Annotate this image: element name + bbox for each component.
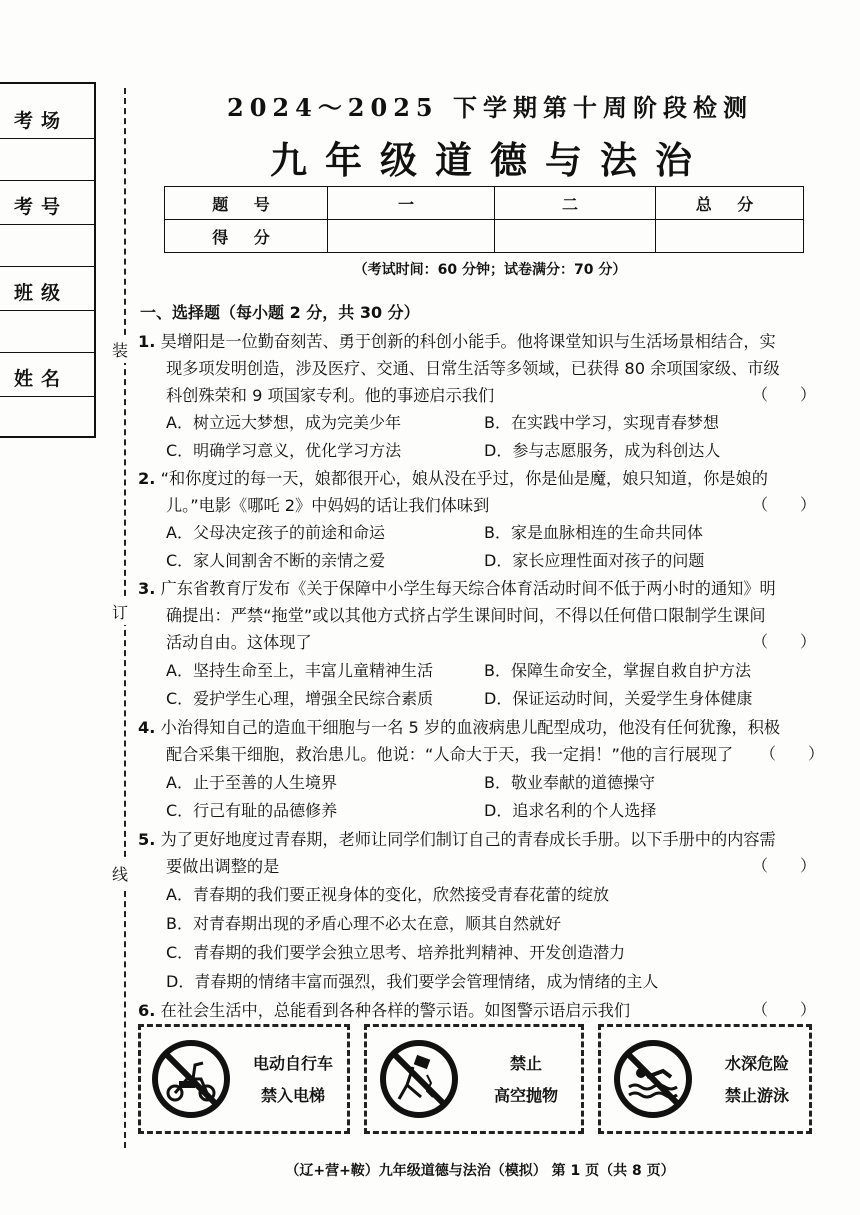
question-2-line-1 [138,465,768,489]
score-header-part2: 二 [495,187,656,220]
question-number: 1. [138,332,156,351]
binding-char-xian: 线 [112,860,128,887]
question-1-option-c: C．明确学习意义，优化学习方法 [166,441,402,460]
sign-text-line2: 禁入电梯 [260,1086,325,1105]
question-4-option-c: C．行己有耻的品德修养 [166,801,338,820]
answer-blank[interactable]: （ ） [752,632,817,651]
no-swimming-icon [611,1037,695,1121]
sign-text-line2: 高空抛物 [493,1086,558,1105]
score-header-part1: 一 [328,187,495,220]
question-3-option-c: C．爱护学生心理，增强全民综合素质 [166,689,434,708]
question-number: 5. [138,830,156,849]
score-row-label: 得 分 [165,220,328,253]
answer-blank[interactable]: （ ） [752,1000,817,1019]
question-5-option-d: D．青春期的情绪丰富而强烈，我们要学会管理情绪，成为情绪的主人 [166,972,659,991]
question-2-line-2: 儿。”电影《哪吒 2》中妈妈的话让我们体味到 [166,496,490,515]
question-2-option-d: D．家长应理性面对孩子的问题 [484,551,705,570]
question-number: 6. [138,1001,156,1020]
question-6-line-1 [138,997,630,1021]
question-4-option-a: A．止于至善的人生境界 [166,773,337,792]
question-1-line-1 [138,328,776,352]
question-number: 2. [138,469,156,488]
question-2-option-b: B．家是血脉相连的生命共同体 [484,523,703,542]
question-3-line-3: 活动自由。这体现了 [166,633,312,652]
no-ebike-icon [149,1037,233,1121]
question-number: 3. [138,579,156,598]
question-1-line-3: 科创殊荣和 9 项国家专利。他的事迹启示我们 [166,386,495,405]
info-label-name: 姓名 [14,368,69,390]
info-divider [0,352,96,353]
question-1-line-2: 现多项发明创造，涉及医疗、交通、日常生活等多领域，已获得 80 余项国家级、市级 [166,359,780,378]
answer-blank[interactable]: （ ） [752,495,817,514]
question-1-option-b: B．在实践中学习，实现青春梦想 [484,413,719,432]
question-4-option-b: B．敬业奉献的道德操守 [484,773,655,792]
question-text: 小治得知自己的造血干细胞与一名 5 岁的血液病患儿配型成功，他没有任何犹豫，积极 [160,718,781,737]
sign-text-line1: 禁止 [509,1054,542,1073]
question-text: 昊增阳是一位勤奋刻苦、勇于创新的科创小能手。他将课堂知识与生活场景相结合，实 [160,332,776,351]
info-divider [0,180,96,181]
question-4-option-d: D．追求名利的个人选择 [484,801,657,820]
question-text: 广东省教育厅发布《关于保障中小学生每天综合体育活动时间不低于两小时的通知》明 [160,579,776,598]
question-text: “和你度过的每一天，娘都很开心，娘从没在乎过，你是仙是魔，娘只知道，你是娘的 [160,469,768,488]
score-header-question: 题 号 [165,187,328,220]
answer-blank[interactable]: （ ） [760,744,825,763]
question-number: 4. [138,718,156,737]
question-4-line-1 [138,714,780,738]
binding-char-ding: 订 [112,598,128,625]
question-5-line-1 [138,826,776,850]
question-3-option-b: B．保障生命安全，掌握自救自护方法 [484,661,751,680]
question-5-line-2: 要做出调整的是 [166,857,280,876]
question-text: 在社会生活中，总能看到各种各样的警示语。如图警示语启示我们 [160,1001,631,1020]
exam-info: （考试时间：60 分钟；试卷满分：70 分） [353,262,627,278]
info-divider [0,310,96,311]
question-1-option-a: A．树立远大梦想，成为完美少年 [166,413,401,432]
info-divider [0,266,96,267]
page-footer: （辽+营+鞍）九年级道德与法治（模拟） 第 1 页（共 8 页） [285,1163,675,1179]
score-cell[interactable] [328,220,495,253]
question-5-option-b: B．对青春期出现的矛盾心理不必太在意，顺其自然就好 [166,914,561,933]
question-3-option-a: A．坚持生命至上，丰富儿童精神生活 [166,661,433,680]
info-label-exam-number: 考号 [14,196,69,218]
question-3-line-1 [138,575,776,599]
exam-period-title: 2024～2025 下学期第十周阶段检测 [227,93,753,122]
subject-title: 九年级道德与法治 [270,139,710,182]
info-label-exam-room: 考场 [14,110,69,132]
score-cell[interactable] [656,220,804,253]
question-text: 为了更好地度过青春期，老师让同学们制订自己的青春成长手册。以下手册中的内容需 [160,830,776,849]
question-1-option-d: D．参与志愿服务，成为科创达人 [484,441,721,460]
question-5-option-c: C．青春期的我们要学会独立思考、培养批判精神、开发创造潜力 [166,943,626,962]
info-divider [0,138,96,139]
section-title: 一、选择题（每小题 2 分，共 30 分） [140,303,420,322]
score-cell[interactable] [495,220,656,253]
question-2-option-a: A．父母决定孩子的前途和命运 [166,523,385,542]
sign-text-line1: 电动自行车 [252,1054,333,1073]
answer-blank[interactable]: （ ） [752,385,817,404]
sign-text-line1: 水深危险 [724,1054,789,1073]
question-3-line-2: 确提出：严禁“拖堂”或以其他方式挤占学生课间时间，不得以任何借口限制学生课间 [166,606,766,625]
question-4-line-2: 配合采集干细胞，救治患儿。他说：“人命大于天，我一定捐！”他的言行展现了 [166,745,734,764]
warning-sign-ebike [138,1024,350,1134]
question-2-option-c: C．家人间割舍不断的亲情之爱 [166,551,386,570]
binding-char-zhuang: 装 [112,336,128,363]
info-divider [0,396,96,397]
score-table [164,186,804,253]
score-header-total: 总 分 [656,187,804,220]
sign-text-line2: 禁止游泳 [724,1086,789,1105]
warning-sign-swimming [598,1024,812,1134]
question-5-option-a: A．青春期的我们要正视身体的变化，欣然接受青春花蕾的绽放 [166,885,609,904]
no-throwing-icon [377,1037,461,1121]
question-3-option-d: D．保证运动时间，关爱学生身体健康 [484,689,753,708]
answer-blank[interactable]: （ ） [752,856,817,875]
info-divider [0,224,96,225]
warning-sign-throwing [364,1024,584,1134]
student-info-box [0,82,96,438]
info-label-class: 班级 [14,282,69,304]
